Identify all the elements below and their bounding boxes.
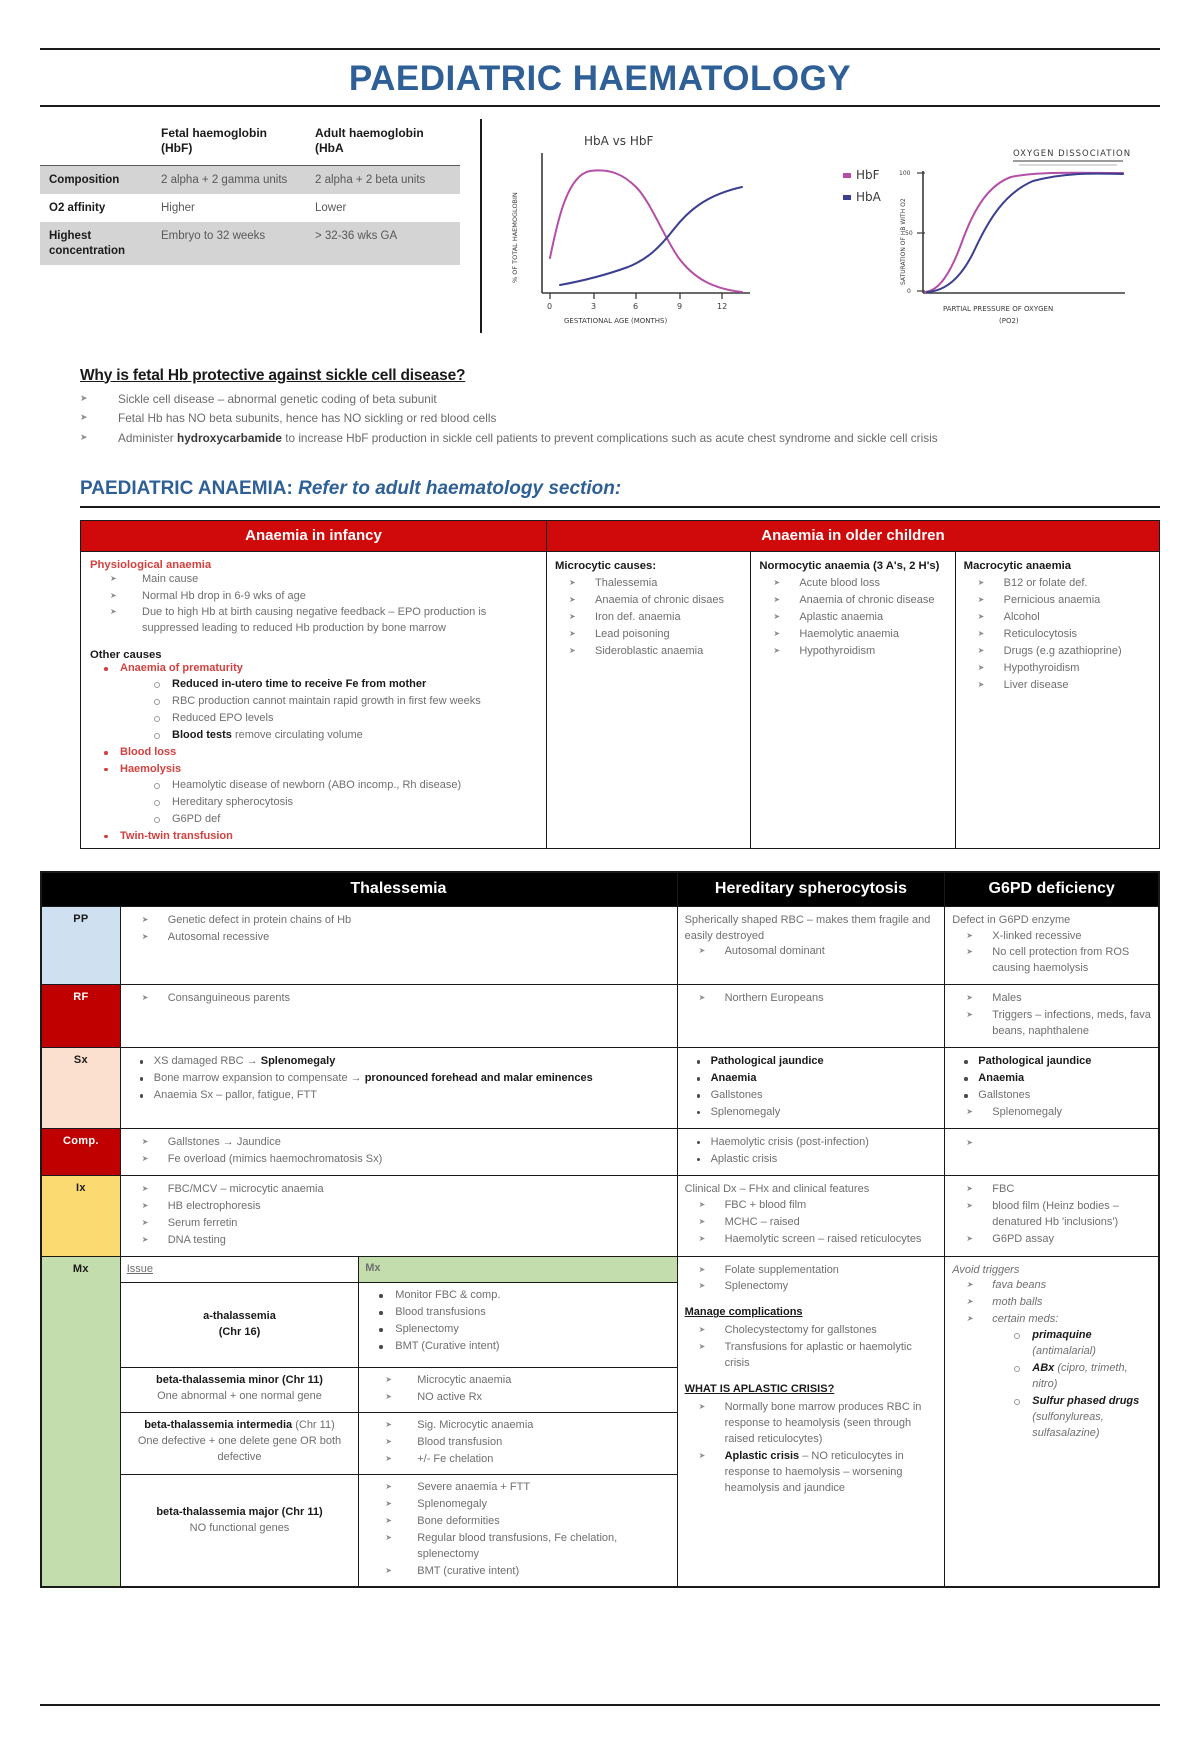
row-label-rf: RF (41, 985, 120, 1048)
list-item: ➤ BMT (curative intent) (365, 1564, 670, 1580)
header-blank (41, 872, 120, 907)
list-item (90, 829, 537, 845)
list-item: ➤ Folate supplementation (685, 1263, 938, 1279)
cell-fetal: 2 alpha + 2 gamma units (161, 173, 288, 186)
row-label-ix: Ix (41, 1175, 120, 1256)
macrocytic-list (964, 576, 1151, 694)
list-item: BMT (Curative intent) (365, 1339, 670, 1355)
table-row-ix (41, 1175, 1159, 1256)
row-label-comp: Comp. (41, 1128, 120, 1175)
item-pre: XS damaged RBC → (153, 1055, 261, 1068)
comp-thal-list (128, 1135, 670, 1168)
row-label: Highest concentration (49, 230, 126, 257)
item-rest: – NO reticulocytes in response to haemolysis – worsening heamolysis and jaundice (724, 1449, 904, 1494)
issue-alpha-thalassemia (121, 1283, 359, 1368)
rf-g6-list (952, 991, 1151, 1040)
ix-hs-lead: Clinical Dx – FHx and clinical features (684, 1182, 870, 1195)
list-item: ➤ Bone deformities (365, 1514, 670, 1530)
list-item: ➤ Northern Europeans (685, 991, 938, 1007)
chart1-xtick-1: 3 (591, 301, 597, 311)
bullet-pre: Administer (118, 430, 178, 445)
col-fetal-hb: Fetal haemoglobin (HbF) (161, 125, 268, 155)
microcytic-list (555, 576, 742, 660)
list-item: ➤ blood film (Heinz bodies – denatured Hb 'inclusions') (952, 1199, 1151, 1231)
chart2-series-hbf (925, 172, 1123, 291)
issue-sub: One defective + one delete gene OR both defective (137, 1435, 342, 1464)
list-item: ➤ Consanguineous parents (128, 991, 670, 1007)
chart1-title: HbA vs HbF (584, 133, 654, 148)
list-item (952, 1312, 1151, 1442)
issue-title: a-thalassemia (203, 1310, 276, 1323)
list-item: Heamolytic disease of newborn (ABO incomp., Rh disease) (120, 778, 537, 794)
rf-thal-list (128, 991, 670, 1007)
list-item: ➤ Triggers – infections, meds, fava beans, naphthalene (952, 1008, 1151, 1040)
list-item (128, 1088, 670, 1104)
mx-row-beta-intermedia (121, 1413, 677, 1475)
other-causes-list (90, 661, 537, 844)
bullet-bold: hydroxycarbamide (177, 430, 282, 445)
item-bold: ABx (1032, 1362, 1055, 1375)
page-root (0, 48, 1200, 1748)
list-item: ➤ Anaemia of chronic disaes (555, 593, 742, 609)
issue-title: beta-thalassemia major (Chr 11) (156, 1506, 323, 1518)
list-item: ➤ Thalessemia (555, 576, 742, 592)
question-bullet-list (80, 391, 1160, 448)
prematurity-title: Anaemia of prematurity (120, 662, 243, 675)
page-title: PAEDIATRIC HAEMATOLOGY (348, 59, 852, 98)
twin-transfusion-title: Twin-twin transfusion (120, 829, 233, 842)
table-row-comp (41, 1128, 1159, 1175)
list-item (128, 1071, 670, 1087)
anaemia-infancy-body (81, 552, 546, 848)
rf-hs-list (685, 991, 938, 1007)
list-item: ➤ Serum ferretin (128, 1216, 670, 1232)
list-item: ➤ Hypothyroidism (759, 644, 946, 660)
chart1-series-hba (560, 187, 742, 285)
list-item: ➤ Drugs (e.g azathioprine) (964, 644, 1151, 660)
legend-label-hba: HbA (856, 189, 881, 204)
list-item: ➤ Regular blood transfusions, Fe chelation, splenectomy (365, 1531, 670, 1563)
list-item: Haemolytic crisis (post-infection) (685, 1135, 938, 1151)
mx-hs-list (685, 1263, 938, 1296)
mx-header-row (121, 1257, 677, 1283)
column-microcytic (547, 552, 751, 848)
list-item: ➤ Transfusions for aplastic or haemolytic crisis (685, 1340, 938, 1372)
list-item: ➤ DNA testing (128, 1233, 670, 1249)
mx-beta-minor-list (365, 1373, 670, 1406)
table-header-row (40, 119, 460, 166)
title-bottom-rule (40, 105, 1160, 107)
item-ital: (sulfonylureas, sulfasalazine) (1032, 1410, 1104, 1439)
question-heading: Why is fetal Hb protective against sickle cell disease? (80, 366, 466, 384)
mx-alpha-list-cell (359, 1283, 677, 1368)
list-item: ➤ Sig. Microcytic anaemia (365, 1418, 670, 1434)
list-item: Blood transfusions (365, 1305, 670, 1321)
issue-sub: One abnormal + one normal gene (157, 1390, 322, 1403)
haemolysis-sublist (120, 778, 537, 828)
prematurity-sublist (120, 677, 537, 744)
cell-adult: Lower (315, 201, 347, 214)
list-item (90, 762, 537, 828)
table-row (40, 194, 460, 222)
list-item: ➤ Severe anaemia + FTT (365, 1480, 670, 1496)
column-title: Normocytic anaemia (3 A's, 2 H's) (759, 559, 940, 572)
cell-adult: 2 alpha + 2 beta units (315, 173, 426, 186)
legend-swatch-hbf (843, 173, 851, 178)
bullet-post: to increase HbF production in sickle cell patients to prevent complications such as acute chest syndrome and sickle cell crisis (281, 430, 938, 445)
comp-hs-list (685, 1135, 938, 1168)
list-item: ➤ Sideroblastic anaemia (555, 644, 742, 660)
list-item: ➤ Sickle cell disease – abnormal genetic coding of beta subunit (80, 391, 1160, 409)
list-item: ➤ Fetal Hb has NO beta subunits, hence has NO sickling or red blood cells (80, 410, 1160, 428)
mx-beta-minor-cell (359, 1368, 677, 1413)
cell-comp-g6pd (945, 1128, 1159, 1175)
item-rest: remove circulating volume (231, 729, 363, 742)
issue-beta-major (121, 1475, 359, 1586)
list-item (90, 661, 537, 744)
cell-ix-thalessemia (120, 1175, 677, 1256)
mx-beta-intermedia-list (365, 1418, 670, 1468)
normocytic-list (759, 576, 946, 660)
list-item: ➤ +/- Fe chelation (365, 1452, 670, 1468)
pp-g6-lead: Defect in G6PD enzyme (952, 913, 1071, 926)
list-item (90, 745, 537, 761)
cell-rf-thalessemia (120, 985, 677, 1048)
list-item: ➤ Haemolytic anaemia (759, 627, 946, 643)
list-item: ➤ NO active Rx (365, 1390, 670, 1406)
chart2-xlabel-units: (PO2) (999, 316, 1019, 325)
list-item: ➤ FBC + blood film (685, 1198, 938, 1214)
chart1-xlabel: GESTATIONAL AGE (MONTHS) (564, 316, 668, 325)
thalassemia-management-table (121, 1257, 677, 1586)
header-hereditary-spherocytosis: Hereditary spherocytosis (677, 872, 945, 907)
anaemia-tables-row (40, 520, 1160, 849)
disease-comparison-table (40, 871, 1160, 1588)
list-item: Splenomegaly (685, 1105, 938, 1121)
anaemia-older-children-table (546, 520, 1160, 849)
anaemia-section-heading-wrap (40, 478, 1160, 508)
list-item (952, 1054, 1151, 1070)
item-ital: (cipro, trimeth, nitro) (1032, 1362, 1128, 1391)
cell-pp-hs (677, 906, 945, 985)
item-rest: RBC production cannot maintain rapid growth in first few weeks (172, 695, 481, 708)
ix-g6-list (952, 1182, 1151, 1248)
list-item: ➤ Anaemia of chronic disease (759, 593, 946, 609)
chart1-xtick-2: 6 (633, 301, 639, 311)
list-item: ➤ HB electrophoresis (128, 1199, 670, 1215)
chart2-ytick-0: 0 (907, 287, 911, 295)
item-bold: pronounced forehead and malar eminences (364, 1072, 593, 1085)
list-item: ➤ Males (952, 991, 1151, 1007)
list-item (952, 1071, 1151, 1087)
haemoglobin-comparison-table (40, 119, 460, 266)
list-item: ➤ Cholecystectomy for gallstones (685, 1323, 938, 1339)
item-bold: Anaemia (710, 1072, 757, 1085)
row-label: O2 affinity (49, 201, 106, 214)
chart-oxygen-dissociation (833, 123, 1160, 333)
mx-beta-major-list (365, 1480, 670, 1580)
list-item: ➤ Genetic defect in protein chains of Hb (128, 913, 670, 929)
fetal-hb-question-block (40, 367, 1160, 448)
cell-ix-hs (677, 1175, 945, 1256)
issue-title: beta-thalassemia minor (Chr 11) (156, 1374, 323, 1387)
cell-pp-g6pd (945, 906, 1159, 985)
vertical-divider (480, 119, 482, 333)
list-item: ➤ Blood transfusion (365, 1435, 670, 1451)
item-pre: Bone marrow expansion to compensate → (153, 1072, 365, 1085)
column-normocytic (751, 552, 955, 848)
list-item: Splenectomy (365, 1322, 670, 1338)
item-rest: Reduced EPO levels (172, 712, 274, 725)
cell-ix-g6pd (945, 1175, 1159, 1256)
mx-hs-aplastic-list (685, 1400, 938, 1497)
chart1-ylabel: % OF TOTAL HAEMOGLOBIN (511, 191, 519, 283)
item-rest: Normally bone marrow produces RBC in response to heamolysis (seen through raised reticulocytes) (724, 1401, 922, 1445)
chart2-series-hba (927, 173, 1123, 291)
cell-fetal: Higher (161, 201, 195, 214)
item-bold: Pathological jaundice (978, 1055, 1092, 1068)
issue-title-tail: (Chr 11) (292, 1419, 335, 1432)
list-item (992, 1328, 1151, 1360)
list-item: ➤ Gallstones → Jaundice (128, 1135, 670, 1151)
manage-complications-heading: Manage complications (684, 1306, 803, 1319)
table-row-rf (41, 985, 1159, 1048)
haemolysis-title: Haemolysis (120, 762, 182, 775)
cell-mx-g6pd (945, 1256, 1159, 1587)
issue-sub: NO functional genes (189, 1521, 290, 1534)
physiological-anaemia-list (90, 572, 537, 638)
list-item (685, 1400, 938, 1448)
cell-sx-hs (677, 1048, 945, 1129)
sx-g6-arrow-list (952, 1105, 1151, 1121)
table-row-sx (41, 1048, 1159, 1129)
list-item: ➤ Lead poisoning (555, 627, 742, 643)
section-heading (80, 478, 1160, 500)
mx-header-mx: Mx (359, 1257, 677, 1283)
legend-label-hbf: HbF (856, 167, 880, 182)
item-bold: Pathological jaundice (710, 1055, 824, 1068)
mx-row-beta-major (121, 1475, 677, 1586)
aplastic-crisis-heading: WHAT IS APLASTIC CRISIS? (684, 1383, 835, 1396)
mx-beta-intermedia-cell (359, 1413, 677, 1475)
list-item: ➤ Fe overload (mimics haemochromatosis Sx) (128, 1152, 670, 1168)
avoid-triggers-heading: Avoid triggers (952, 1263, 1020, 1276)
list-item: Monitor FBC & comp. (365, 1288, 670, 1304)
chart2-title: OXYGEN DISSOCIATION (1013, 148, 1132, 159)
mx-row-beta-minor (121, 1368, 677, 1413)
issue-beta-minor (121, 1368, 359, 1413)
header-g6pd-deficiency: G6PD deficiency (945, 872, 1159, 907)
footer-rule (40, 1704, 1160, 1706)
list-item (120, 677, 537, 693)
pp-thal-list (128, 913, 670, 946)
chart1-series-hbf (550, 170, 742, 292)
cell-comp-hs (677, 1128, 945, 1175)
list-item: ➤ Alcohol (964, 610, 1151, 626)
row-label-mx: Mx (41, 1256, 120, 1587)
table-row-pp (41, 906, 1159, 985)
sx-hs-list (685, 1054, 938, 1121)
cell-adult: > 32-36 wks GA (315, 230, 398, 243)
blood-loss-title: Blood loss (120, 746, 177, 758)
item-bold: Aplastic crisis (724, 1449, 800, 1462)
cell-mx-thalessemia (120, 1256, 677, 1587)
anaemia-older-header: Anaemia in older children (547, 521, 1159, 552)
item-bold: Anaemia (978, 1072, 1025, 1085)
list-item: ➤ Main cause (90, 572, 537, 588)
list-item: ➤ No cell protection from ROS causing haemolysis (952, 945, 1151, 977)
sx-thal-list (128, 1054, 670, 1104)
item-bold: Sulfur phased drugs (1032, 1395, 1140, 1407)
chart1-xtick-4: 12 (717, 301, 728, 311)
mx-header-issue: Issue (121, 1257, 359, 1283)
list-item: ➤ Splenomegaly (952, 1105, 1151, 1121)
list-item (685, 1071, 938, 1087)
list-item: ➤ moth balls (952, 1295, 1151, 1311)
list-item: ➤ G6PD assay (952, 1232, 1151, 1248)
item-bold: Blood tests (172, 729, 232, 742)
cell-comp-thalessemia (120, 1128, 677, 1175)
cell-sx-g6pd (945, 1048, 1159, 1129)
list-item: ➤ Autosomal recessive (128, 930, 670, 946)
list-item: ➤ Liver disease (964, 678, 1151, 694)
physiological-anaemia-title: Physiological anaemia (90, 558, 212, 571)
list-item: ➤ Reticulocytosis (964, 627, 1151, 643)
list-item (120, 728, 537, 744)
column-macrocytic (956, 552, 1159, 848)
item-pre: Anaemia Sx – pallor, fatigue, FTT (153, 1089, 317, 1101)
chart1-xtick-3: 9 (677, 301, 683, 311)
cell-rf-g6pd (945, 985, 1159, 1048)
list-item: ➤ Hypothyroidism (964, 661, 1151, 677)
anaemia-infancy-table (80, 520, 546, 849)
mx-g6-list (952, 1278, 1151, 1441)
list-item: ➤ Splenectomy (685, 1279, 938, 1295)
chart-hba-vs-hbf (502, 123, 829, 333)
charts-area (502, 119, 1160, 333)
list-item: ➤ Iron def. anaemia (555, 610, 742, 626)
item-ital: (antimalarial) (1032, 1345, 1096, 1358)
list-item (992, 1394, 1151, 1442)
column-title: Microcytic causes: (555, 559, 657, 572)
list-item: ➤ fava beans (952, 1278, 1151, 1294)
chart2-ytick-100: 100 (899, 169, 911, 177)
col-adult-hb: Adult haemoglobin (HbA (315, 125, 424, 155)
mx-hs-manage-list (685, 1323, 938, 1372)
list-item (128, 1054, 670, 1070)
list-item: Gallstones (952, 1088, 1151, 1104)
section-heading-italic: Refer to adult haematology section: (298, 477, 622, 499)
list-item: Aplastic crisis (685, 1152, 938, 1168)
chart1-xtick-0: 0 (547, 301, 553, 311)
row-label-pp: PP (41, 906, 120, 985)
list-item: ➤ MCHC – raised (685, 1215, 938, 1231)
header-thalessemia: Thalessemia (120, 872, 677, 907)
list-item: ➤ Acute blood loss (759, 576, 946, 592)
cell-mx-hs (677, 1256, 945, 1587)
mx-g6-sublist (992, 1328, 1151, 1442)
item-bold: Reduced in-utero time to receive Fe from mother (172, 678, 427, 691)
row-label: Composition (49, 173, 120, 186)
anaemia-older-columns (547, 552, 1159, 848)
cell-pp-thalessemia (120, 906, 677, 985)
table-row-mx (41, 1256, 1159, 1587)
mx-alpha-list (365, 1288, 670, 1355)
list-item: ➤ Autosomal dominant (685, 944, 938, 960)
table-row (40, 165, 460, 194)
list-item (992, 1361, 1151, 1393)
anaemia-infancy-header: Anaemia in infancy (81, 521, 546, 552)
item-text: certain meds: (992, 1313, 1059, 1326)
section-rule (80, 506, 1160, 508)
list-item: ➤ Haemolytic screen – raised reticulocytes (685, 1232, 938, 1248)
row-label-sx: Sx (41, 1048, 120, 1129)
list-item: ➤ B12 or folate def. (964, 576, 1151, 592)
list-item: ➤ Splenomegaly (365, 1497, 670, 1513)
column-title: Macrocytic anaemia (963, 559, 1072, 572)
mx-row-alpha (121, 1283, 677, 1368)
mx-beta-major-cell (359, 1475, 677, 1586)
list-item: ➤ X-linked recessive (952, 929, 1151, 945)
list-item: Hereditary spherocytosis (120, 795, 537, 811)
disease-header-row (41, 872, 1159, 907)
list-item (685, 1449, 938, 1497)
list-item: ➤ FBC/MCV – microcytic anaemia (128, 1182, 670, 1198)
list-item (120, 711, 537, 727)
list-item: Gallstones (685, 1088, 938, 1104)
chart2-xlabel: PARTIAL PRESSURE OF OXYGEN (943, 304, 1054, 313)
list-item (120, 694, 537, 710)
ix-thal-list (128, 1182, 670, 1249)
item-bold: primaquine (1032, 1329, 1092, 1342)
item-bold: Splenomegaly (260, 1055, 336, 1068)
pp-hs-lead: Spherically shaped RBC – makes them fragile and easily destroyed (684, 913, 931, 942)
chart2-ylabel: SATURATION OF HB WITH O2 (900, 197, 907, 285)
list-item: ➤ Due to high Hb at birth causing negative feedback – EPO production is suppressed leading to reduced Hb production by bone marrow (90, 605, 537, 637)
section-heading-plain: PAEDIATRIC ANAEMIA: (80, 477, 299, 499)
top-section (40, 119, 1160, 333)
cell-sx-thalessemia (120, 1048, 677, 1129)
cell-fetal: Embryo to 32 weeks (161, 230, 266, 243)
list-item: ➤ Microcytic anaemia (365, 1373, 670, 1389)
issue-sub: (Chr 16) (218, 1326, 261, 1339)
legend-swatch-hba (843, 195, 851, 200)
list-item: ➤ Pernicious anaemia (964, 593, 1151, 609)
pp-g6-list (952, 929, 1151, 978)
list-item: ➤ Normal Hb drop in 6-9 wks of age (90, 589, 537, 605)
ix-hs-list (685, 1198, 938, 1248)
issue-title: beta-thalassemia intermedia (144, 1419, 293, 1432)
list-item: ➤ Aplastic anaemia (759, 610, 946, 626)
col-blank (40, 119, 152, 166)
table-row (40, 222, 460, 265)
list-item (685, 1054, 938, 1070)
issue-beta-intermedia (121, 1413, 359, 1475)
list-item (80, 430, 1160, 448)
chart2-ytick-50: 50 (905, 229, 913, 237)
other-causes-title: Other causes (90, 649, 162, 662)
cell-rf-hs (677, 985, 945, 1048)
sx-g6-list (952, 1054, 1151, 1104)
list-item: G6PD def (120, 812, 537, 828)
list-item: ➤ FBC (952, 1182, 1151, 1198)
pp-hs-list (685, 944, 938, 960)
